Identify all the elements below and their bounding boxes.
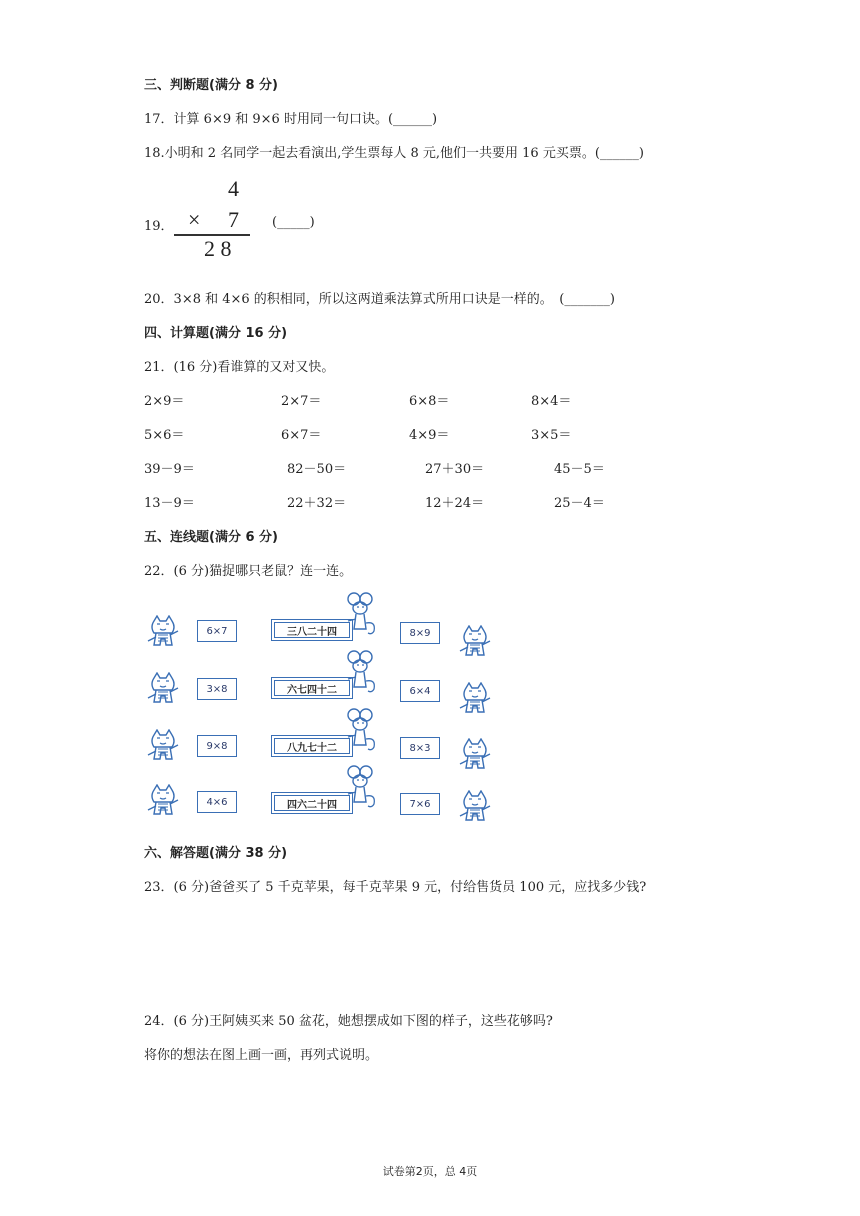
mouse-icon: [344, 649, 380, 695]
calc-item: 45－5＝: [554, 462, 605, 477]
mouse-icon: [344, 764, 380, 810]
right-expression-box[interactable]: 8×3: [400, 737, 440, 759]
mouse-icon: [344, 591, 380, 637]
question-19-number: 19．: [144, 219, 174, 234]
mouse-icon: [344, 707, 380, 753]
right-expression-box[interactable]: 6×4: [400, 680, 440, 702]
left-expression-box[interactable]: 4×6: [197, 791, 237, 813]
right-expression-box[interactable]: 8×9: [400, 622, 440, 644]
calc-item: 13－9＝: [144, 496, 195, 511]
rhyme-label: 六七四十二: [274, 680, 350, 696]
calc-item: 5×6＝: [144, 428, 185, 443]
rhyme-label: 八九七十二: [274, 738, 350, 754]
cat-icon: [458, 738, 494, 772]
calc-item: 2×9＝: [144, 394, 185, 409]
cat-icon: [458, 790, 494, 824]
calc-item: 2×7＝: [281, 394, 322, 409]
calc-item: 22＋32＝: [287, 496, 347, 511]
question-24-line-2: 将你的想法在图上画一画，再列式说明。: [144, 1048, 379, 1063]
calc-item: 39－9＝: [144, 462, 195, 477]
vertical-mid-number: 7: [228, 207, 239, 232]
question-17: 17．计算 6×9 和 9×6 时用同一句口诀。(______): [144, 112, 438, 127]
cat-icon: [146, 672, 182, 706]
left-expression-box[interactable]: 6×7: [197, 620, 237, 642]
vertical-operator: ×: [188, 207, 201, 232]
rhyme-label: 三八二十四: [274, 622, 350, 638]
rhyme-box[interactable]: [271, 677, 353, 699]
left-expression-box[interactable]: 3×8: [197, 678, 237, 700]
calc-item: 25－4＝: [554, 496, 605, 511]
calc-item: 8×4＝: [531, 394, 572, 409]
calc-item: 4×9＝: [409, 428, 450, 443]
left-expression-box[interactable]: 9×8: [197, 735, 237, 757]
vertical-top-number: 4: [228, 176, 239, 201]
right-expression-box[interactable]: 7×6: [400, 793, 440, 815]
cat-icon: [458, 625, 494, 659]
calc-item: 6×7＝: [281, 428, 322, 443]
question-22: 22．(6 分)猫捉哪只老鼠？连一连。: [144, 564, 353, 579]
question-19-blank: (_____): [272, 215, 315, 230]
question-24-line-1: 24．(6 分)王阿姨买来 50 盆花，她想摆成如下图的样子，这些花够吗?: [144, 1014, 553, 1029]
cat-icon: [146, 615, 182, 649]
rhyme-box[interactable]: [271, 735, 353, 757]
cat-icon: [146, 729, 182, 763]
cat-icon: [458, 682, 494, 716]
calc-item: 3×5＝: [531, 428, 572, 443]
question-21: 21．(16 分)看谁算的又对又快。: [144, 360, 335, 375]
question-23: 23．(6 分)爸爸买了 5 千克苹果，每千克苹果 9 元，付给售货员 100 元，应找多少钱?: [144, 880, 647, 895]
section-3-title: 三、判断题(满分 8 分): [144, 78, 278, 93]
rhyme-box[interactable]: [271, 619, 353, 641]
rhyme-label: 四六二十四: [274, 795, 350, 811]
question-18: 18.小明和 2 名同学一起去看演出,学生票每人 8 元,他们一共要用 16 元买票。(______): [144, 146, 644, 161]
cat-icon: [146, 784, 182, 818]
section-5-title: 五、连线题(满分 6 分): [144, 530, 278, 545]
calc-item: 82－50＝: [287, 462, 347, 477]
calc-item: 12＋24＝: [425, 496, 485, 511]
section-6-title: 六、解答题(满分 38 分): [144, 846, 288, 861]
rhyme-box[interactable]: [271, 792, 353, 814]
section-4-title: 四、计算题(满分 16 分): [144, 326, 288, 341]
vertical-result: 2 8: [204, 236, 232, 261]
question-20: 20．3×8 和 4×6 的积相同，所以这两道乘法算式所用口诀是一样的。 (_______): [144, 292, 615, 307]
calc-item: 27＋30＝: [425, 462, 485, 477]
page-footer: 试卷第2页，总 4页: [382, 1165, 478, 1178]
calc-item: 6×8＝: [409, 394, 450, 409]
